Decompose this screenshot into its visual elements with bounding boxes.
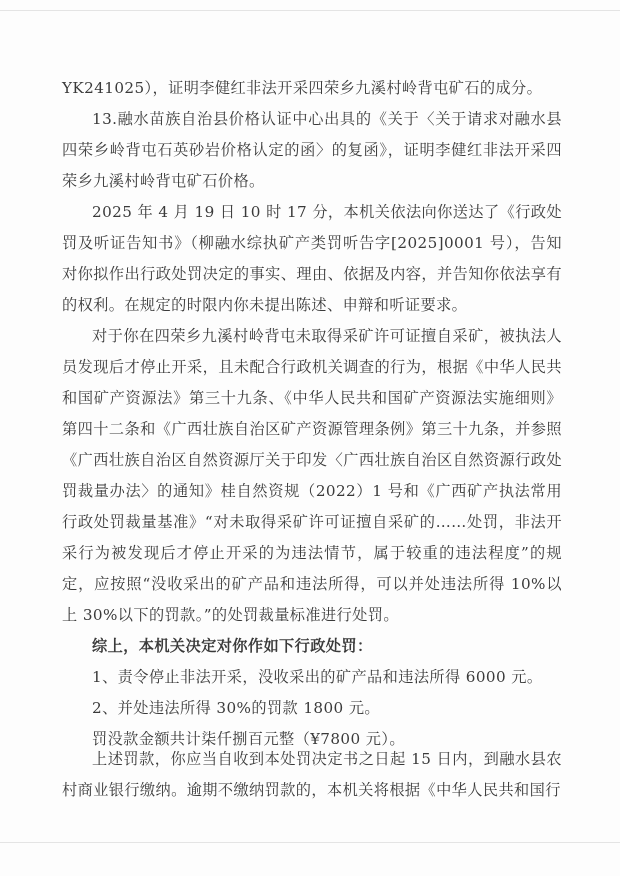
scan-edge-top xyxy=(0,10,620,11)
decision-total: 罚没款金额共计柒仟捌百元整（¥7800 元）。 xyxy=(92,730,405,748)
decision-heading: 综上，本机关决定对你作如下行政处罚： xyxy=(92,637,373,655)
decision-item-1: 1、责令停止非法开采，没收采出的矿产品和违法所得 6000 元。 xyxy=(92,668,543,686)
paragraph-evidence-13: 13.融水苗族自治县价格认证中心出具的《关于〈关于请求对融水县四荣乡岭背屯石英砂岩价格认定的函〉的复函》，证明李健红非法开采四荣乡九溪村岭背屯矿石价格。 xyxy=(62,110,562,190)
document-body-lower xyxy=(62,744,562,806)
paragraph-legal-basis: 对于你在四荣乡九溪村岭背屯未取得采矿许可证擅自采矿，被执法人员发现后才停止开采，且未配合行政机关调查的行为，根据《中华人民共和国矿产资源法》第三十九条、《中华人民共和国矿产资源法实施细则》第四十二条和《广西壮族自治区矿产资源管理条例》第三十九条，并参照《广西壮族自治区自然资源厅关于印发〈广西壮族自治区自然资源行政处罚裁量办法〉的通知》桂自然资规（2022）1 号和《广西矿产执法常用行政处罚裁量基准》“对未取得采矿许可证擅自采矿的……处罚，非法开采行为被发现后才停止开采的为违法情节，属于较重的违法程度”的规定，应按照“没收采出的矿产品和违法所得，可以并处违法所得 10%以上 30%以下的罚款。”的处罚裁量标准进行处罚。 xyxy=(62,327,562,624)
decision-item-2: 2、并处违法所得 30%的罚款 1800 元。 xyxy=(92,699,381,717)
document-body-upper xyxy=(62,73,562,755)
scan-edge-bottom xyxy=(0,842,620,843)
paragraph-payment: 上述罚款，你应当自收到本处罚决定书之日起 15 日内，到融水县农村商业银行缴纳。逾期不缴纳罚款的，本机关将根据《中华人民共和国行 xyxy=(62,750,562,799)
paragraph-evidence-continuation: YK241025），证明李健红非法开采四荣乡九溪村岭背屯矿石的成分。 xyxy=(62,79,543,97)
paragraph-notice-served: 2025 年 4 月 19 日 10 时 17 分，本机关依法向你送达了《行政处罚及听证告知书》（柳融水综执矿产类罚听告字[2025]0001 号），告知对你拟作出行政处罚决定的事实、理由、依据及内容，并告知你依法享有的权利。在规定的时限内你未提出陈述、申辩和听证要求。 xyxy=(62,203,562,314)
